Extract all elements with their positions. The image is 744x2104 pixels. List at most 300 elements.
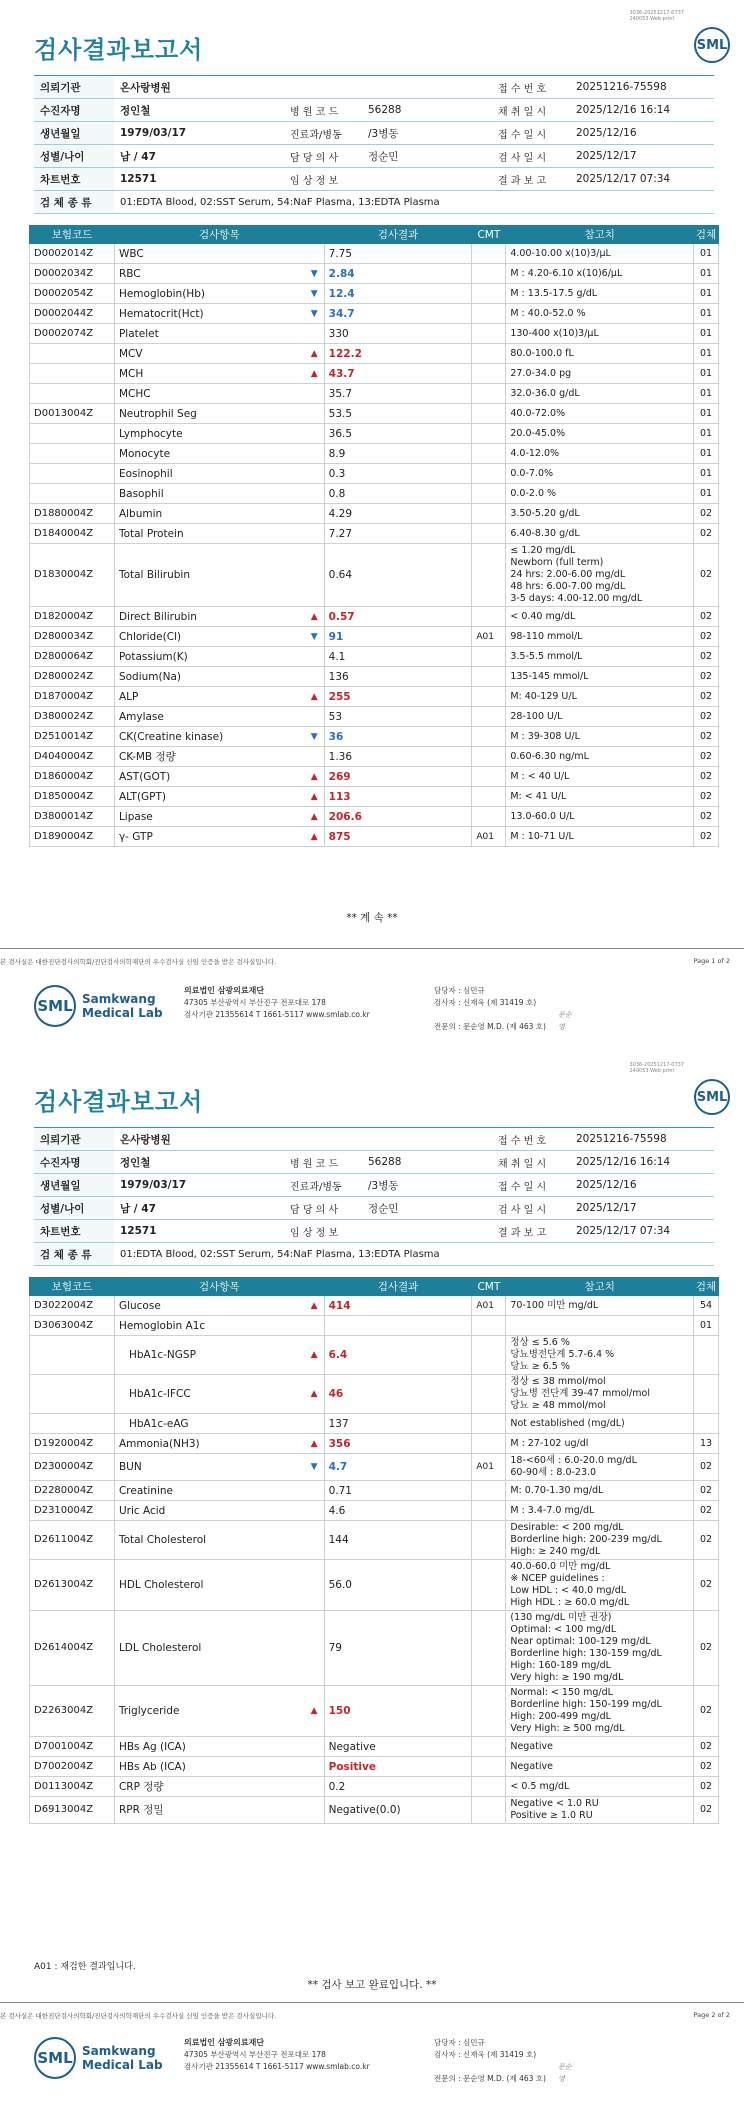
patient-value: 정인철 xyxy=(114,99,284,122)
test-item-cell xyxy=(114,424,324,444)
a01-note: A01 : 재검한 결과입니다. xyxy=(34,1962,136,1972)
test-item-cell xyxy=(114,544,324,607)
reference-line: 13.0-60.0 U/L xyxy=(510,810,575,822)
exam-date-value: 2025/12/17 xyxy=(570,145,714,168)
table-row xyxy=(30,747,719,767)
reference-line: M : 4.20-6.10 x(10)6/μL xyxy=(510,267,623,279)
sml-logo-icon: SML xyxy=(694,27,730,63)
reference-range xyxy=(506,324,694,344)
test-item-name: Direct Bilirubin xyxy=(118,610,197,623)
reference-range xyxy=(506,687,694,707)
page-title: 검사결과보고서 xyxy=(34,36,204,64)
insurance-code: D0002044Z xyxy=(30,304,115,324)
test-result: 2.84 xyxy=(324,264,472,284)
high-flag-icon: ▲ xyxy=(310,791,318,802)
test-result: 0.57 xyxy=(324,607,472,627)
test-item-cell xyxy=(114,484,324,504)
table-row xyxy=(30,524,719,544)
test-item-cell xyxy=(114,1454,324,1481)
column-header: 검체 xyxy=(693,226,718,244)
patient-info-table xyxy=(34,1127,714,1266)
test-result: 4.29 xyxy=(324,504,472,524)
test-item-cell xyxy=(114,1797,324,1824)
high-flag-icon: ▲ xyxy=(310,348,318,359)
reference-line: 80.0-100.0 fL xyxy=(510,347,574,359)
specimen-code: 01 xyxy=(693,244,718,264)
reference-range xyxy=(506,767,694,787)
test-item-name: LDL Cholesterol xyxy=(118,1642,202,1654)
comment-code: A01 xyxy=(472,827,506,847)
test-item-name: Amylase xyxy=(118,710,164,723)
chart-label: 차트번호 xyxy=(34,1220,114,1243)
comment-code xyxy=(472,1501,506,1521)
test-item-name: AST(GOT) xyxy=(118,770,171,783)
specimen-code: 01 xyxy=(693,344,718,364)
insurance-code: D0002074Z xyxy=(30,324,115,344)
low-flag-icon: ▼ xyxy=(310,308,318,319)
insurance-code xyxy=(30,444,115,464)
reference-line: 20.0-45.0% xyxy=(510,427,566,439)
table-row xyxy=(30,324,719,344)
comment-code xyxy=(472,284,506,304)
specimen-code: 02 xyxy=(693,747,718,767)
reference-range xyxy=(506,1296,694,1316)
insurance-code: D0013004Z xyxy=(30,404,115,424)
report-value: 2025/12/17 07:34 xyxy=(570,168,714,191)
org-label: 의뢰기관 xyxy=(34,1128,114,1151)
test-item-cell xyxy=(114,1611,324,1686)
comment-code xyxy=(472,1481,506,1501)
comment-code xyxy=(472,1434,506,1454)
test-item-name: CK(Creatine kinase) xyxy=(118,730,224,743)
low-flag-icon: ▼ xyxy=(310,731,318,742)
table-row xyxy=(30,1296,719,1316)
comment-code xyxy=(472,364,506,384)
reference-line: 4.00-10.00 x(10)3/μL xyxy=(510,247,611,259)
test-item-cell xyxy=(114,647,324,667)
reference-line: M : 39-308 U/L xyxy=(510,730,580,742)
footnote xyxy=(0,2002,744,2020)
receipt-no-label: 접 수 번 호 xyxy=(492,76,570,99)
test-result: 0.64 xyxy=(324,544,472,607)
comment-code xyxy=(472,544,506,607)
test-item-cell xyxy=(114,667,324,687)
specimen-code: 02 xyxy=(693,524,718,544)
reference-range xyxy=(506,284,694,304)
lab-staff xyxy=(434,985,578,1033)
collect-value: 2025/12/16 16:14 xyxy=(570,1151,714,1174)
insurance-code: D0002034Z xyxy=(30,264,115,284)
test-item-cell xyxy=(114,504,324,524)
reference-line: ≤ 1.20 mg/dL xyxy=(510,545,576,556)
table-row xyxy=(30,1777,719,1797)
continue-marker: ** 계 속 ** xyxy=(346,912,398,924)
patient-label: 수진자명 xyxy=(34,1151,114,1174)
test-result: 113 xyxy=(324,787,472,807)
comment-code: A01 xyxy=(472,1454,506,1481)
test-item-name: Glucose xyxy=(118,1299,161,1312)
results-table-page-1 xyxy=(29,225,719,847)
dept-value: /3병동 xyxy=(362,1174,492,1197)
comment-code: A01 xyxy=(472,627,506,647)
insurance-code xyxy=(30,364,115,384)
report-value: 2025/12/17 07:34 xyxy=(570,1220,714,1243)
table-row xyxy=(30,1686,719,1737)
reference-line: 6.40-8.30 g/dL xyxy=(510,527,580,539)
test-item-cell xyxy=(114,364,324,384)
reference-line: 48 hrs: 6.00-7.00 mg/dL xyxy=(510,581,626,592)
reference-line: M : 10-71 U/L xyxy=(510,830,574,842)
comment-code xyxy=(472,264,506,284)
test-result: 122.2 xyxy=(324,344,472,364)
table-row xyxy=(30,484,719,504)
lab-info xyxy=(184,985,370,1021)
reference-range xyxy=(506,1454,694,1481)
reference-line: High: ≥ 240 mg/dL xyxy=(510,1546,601,1557)
reference-range xyxy=(506,304,694,324)
specimen-code: 02 xyxy=(693,1686,718,1737)
comment-code xyxy=(472,1414,506,1434)
table-row xyxy=(30,1316,719,1336)
reference-line: 당뇨 ≥ 6.5 % xyxy=(510,1361,570,1372)
comment-code xyxy=(472,747,506,767)
lab-org-name: 의료법인 삼광의료재단 xyxy=(184,2038,265,2047)
high-flag-icon: ▲ xyxy=(310,811,318,822)
sex-age-value: 남 / 47 xyxy=(114,145,284,168)
test-item-cell xyxy=(114,324,324,344)
insurance-code: D3022004Z xyxy=(30,1296,115,1316)
table-row xyxy=(30,464,719,484)
test-result: 46 xyxy=(324,1375,472,1414)
test-result: 56.0 xyxy=(324,1560,472,1611)
column-header: CMT xyxy=(472,226,506,244)
test-item-name: Hemoglobin(Hb) xyxy=(118,287,205,300)
collect-label: 채 취 일 시 xyxy=(492,99,570,122)
insurance-code: D1830004Z xyxy=(30,544,115,607)
table-row xyxy=(30,727,719,747)
specimen-code: 01 xyxy=(693,1316,718,1336)
test-item-cell xyxy=(114,1336,324,1375)
reference-range xyxy=(506,707,694,727)
insurance-code: D6913004Z xyxy=(30,1797,115,1824)
receipt-date-label: 접 수 일 시 xyxy=(492,122,570,145)
test-item-cell xyxy=(114,1296,324,1316)
reference-range xyxy=(506,667,694,687)
comment-code xyxy=(472,244,506,264)
test-result: 0.8 xyxy=(324,484,472,504)
reference-line: M : 3.4-7.0 mg/dL xyxy=(510,1504,595,1516)
staff-tester: 검사자 : 신재욱 (제 31419 호) xyxy=(434,2050,537,2059)
patient-label: 수진자명 xyxy=(34,99,114,122)
comment-code xyxy=(472,344,506,364)
comment-code xyxy=(472,1611,506,1686)
specimen-code: 01 xyxy=(693,364,718,384)
print-stamp xyxy=(629,1062,684,1074)
column-header: 검사결과 xyxy=(324,226,472,244)
test-item-name: Platelet xyxy=(118,327,159,340)
test-item-name: Sodium(Na) xyxy=(118,670,181,683)
reference-line: 135-145 mmol/L xyxy=(510,670,589,682)
table-row xyxy=(30,827,719,847)
test-item-name: Total Protein xyxy=(118,527,184,540)
staff-tester: 검사자 : 신재욱 (제 31419 호) xyxy=(434,998,537,1007)
insurance-code: D2800064Z xyxy=(30,647,115,667)
reference-line: Borderline high: 150-199 mg/dL xyxy=(510,1699,662,1710)
receipt-date-label: 접 수 일 시 xyxy=(492,1174,570,1197)
insurance-code: D0002054Z xyxy=(30,284,115,304)
collect-value: 2025/12/16 16:14 xyxy=(570,99,714,122)
test-item-name: Lymphocyte xyxy=(118,427,183,440)
test-item-name: HBs Ab (ICA) xyxy=(118,1760,186,1773)
reference-line: Negative xyxy=(510,1760,553,1772)
print-stamp xyxy=(629,10,684,22)
reference-range xyxy=(506,464,694,484)
reference-range xyxy=(506,827,694,847)
table-row xyxy=(30,504,719,524)
reference-range xyxy=(506,1316,694,1336)
reference-range xyxy=(506,627,694,647)
collect-label: 채 취 일 시 xyxy=(492,1151,570,1174)
test-item-cell xyxy=(114,1737,324,1757)
insurance-code xyxy=(30,384,115,404)
comment-code xyxy=(472,524,506,544)
dept-label: 진료과/병동 xyxy=(284,122,362,145)
table-row xyxy=(30,264,719,284)
specimen-code: 01 xyxy=(693,324,718,344)
table-row xyxy=(30,1375,719,1414)
table-row xyxy=(30,1560,719,1611)
comment-code xyxy=(472,1757,506,1777)
reference-range xyxy=(506,1434,694,1454)
reference-line: Borderline high: 130-159 mg/dL xyxy=(510,1648,662,1659)
insurance-code: D1880004Z xyxy=(30,504,115,524)
reference-line: 40.0-60.0 미만 mg/dL xyxy=(510,1561,611,1572)
test-item-cell xyxy=(114,727,324,747)
test-item-cell xyxy=(114,1686,324,1737)
footnote xyxy=(0,948,744,966)
lab-staff xyxy=(434,2037,578,2085)
comment-code xyxy=(472,1521,506,1560)
specimen-code: 02 xyxy=(693,1454,718,1481)
test-item-name: CRP 정량 xyxy=(118,1780,164,1793)
specimen-code: 02 xyxy=(693,647,718,667)
table-row xyxy=(30,1521,719,1560)
reference-line: 32.0-36.0 g/dL xyxy=(510,387,580,399)
lab-logo xyxy=(34,2037,163,2079)
test-item-cell xyxy=(114,1375,324,1414)
test-item-name: Potassium(K) xyxy=(118,650,188,663)
reference-range xyxy=(506,244,694,264)
reference-range xyxy=(506,1375,694,1414)
reference-range xyxy=(506,787,694,807)
insurance-code: D1850004Z xyxy=(30,787,115,807)
test-result: 330 xyxy=(324,324,472,344)
table-row xyxy=(30,1481,719,1501)
specimen-code: 01 xyxy=(693,484,718,504)
insurance-code: D3063004Z xyxy=(30,1316,115,1336)
receipt-no-label: 접 수 번 호 xyxy=(492,1128,570,1151)
table-row xyxy=(30,344,719,364)
reference-line: < 0.5 mg/dL xyxy=(510,1780,570,1792)
table-row xyxy=(30,424,719,444)
test-item-name: Neutrophil Seg xyxy=(118,407,197,420)
test-result: 4.7 xyxy=(324,1454,472,1481)
table-row xyxy=(30,1434,719,1454)
column-header: 보험코드 xyxy=(30,226,115,244)
test-result: Negative(0.0) xyxy=(324,1797,472,1824)
test-item-name: RBC xyxy=(118,267,141,280)
comment-code xyxy=(472,807,506,827)
reference-line: (130 mg/dL 미만 권장) xyxy=(510,1612,612,1623)
reference-range xyxy=(506,1777,694,1797)
table-row xyxy=(30,1757,719,1777)
reference-line: 정상 ≤ 38 mmol/mol xyxy=(510,1376,606,1387)
table-row xyxy=(30,444,719,464)
test-result: 150 xyxy=(324,1686,472,1737)
reference-range xyxy=(506,1737,694,1757)
reference-line: 당뇨병전단계 5.7-6.4 % xyxy=(510,1349,615,1360)
hospital-code-label: 병 원 코 드 xyxy=(284,1151,362,1174)
test-item-cell xyxy=(114,1414,324,1434)
specimen-code: 01 xyxy=(693,424,718,444)
clinical-label: 임 상 정 보 xyxy=(284,168,362,191)
reference-line: M : 40.0-52.0 % xyxy=(510,307,586,319)
reference-line: M: 0.70-1.30 mg/dL xyxy=(510,1484,604,1496)
test-item-name: Ammonia(NH3) xyxy=(118,1437,200,1450)
org-label: 의뢰기관 xyxy=(34,76,114,99)
insurance-code: D4040004Z xyxy=(30,747,115,767)
high-flag-icon: ▲ xyxy=(310,368,318,379)
test-item-name: BUN xyxy=(118,1461,142,1473)
column-header: 참고치 xyxy=(506,226,694,244)
reference-line: M : 27-102 ug/dl xyxy=(510,1437,589,1449)
brand-line-2: Medical Lab xyxy=(82,2058,163,2072)
staff-manager: 담당자 : 심민규 xyxy=(434,2038,485,2047)
lab-footer xyxy=(34,2037,714,2097)
high-flag-icon: ▲ xyxy=(310,1389,318,1399)
comment-code xyxy=(472,424,506,444)
reference-line: Near optimal: 100-129 mg/dL xyxy=(510,1636,651,1647)
table-row xyxy=(30,1737,719,1757)
insurance-code: D2510014Z xyxy=(30,727,115,747)
brand-line-1: Samkwang xyxy=(82,2044,156,2058)
dept-label: 진료과/병동 xyxy=(284,1174,362,1197)
insurance-code: D7002004Z xyxy=(30,1757,115,1777)
specimen-label: 검 체 종 류 xyxy=(34,191,114,214)
reference-line: Positive ≥ 1.0 RU xyxy=(510,1810,593,1821)
test-result: 269 xyxy=(324,767,472,787)
specimen-code: 13 xyxy=(693,1434,718,1454)
specimen-code: 01 xyxy=(693,404,718,424)
reference-line: 40.0-72.0% xyxy=(510,407,566,419)
reference-line: M: < 41 U/L xyxy=(510,790,567,802)
insurance-code: D2310004Z xyxy=(30,1501,115,1521)
column-header: 검사항목 xyxy=(114,1278,324,1296)
comment-code xyxy=(472,1316,506,1336)
column-header: 검체 xyxy=(693,1278,718,1296)
reference-line: 정상 ≤ 5.6 % xyxy=(510,1337,570,1348)
reference-line: < 0.40 mg/dL xyxy=(510,610,576,622)
reference-line: Optimal: < 100 mg/dL xyxy=(510,1624,617,1635)
reference-range xyxy=(506,1501,694,1521)
stamp-line-2: 240053 Web print xyxy=(629,16,675,22)
comment-code xyxy=(472,304,506,324)
specimen-code: 01 xyxy=(693,464,718,484)
reference-line: 3.5-5.5 mmol/L xyxy=(510,650,583,662)
insurance-code: D2613004Z xyxy=(30,1560,115,1611)
table-row xyxy=(30,1454,719,1481)
test-result: 6.4 xyxy=(324,1336,472,1375)
specimen-code: 02 xyxy=(693,727,718,747)
dob-label: 생년월일 xyxy=(34,1174,114,1197)
comment-code xyxy=(472,1797,506,1824)
low-flag-icon: ▼ xyxy=(310,288,318,299)
insurance-code: D2263004Z xyxy=(30,1686,115,1737)
test-result: 53 xyxy=(324,707,472,727)
reference-line: 24 hrs: 2.00-6.00 mg/dL xyxy=(510,569,626,580)
table-row xyxy=(30,787,719,807)
high-flag-icon: ▲ xyxy=(310,771,318,782)
receipt-no-value: 20251216-75598 xyxy=(570,1128,714,1151)
reference-line: Very high: ≥ 190 mg/dL xyxy=(510,1672,624,1683)
test-item-name: Basophil xyxy=(118,487,164,500)
reference-range xyxy=(506,264,694,284)
org-value: 온사랑병원 xyxy=(114,1128,284,1151)
specimen-code: 02 xyxy=(693,1501,718,1521)
insurance-code: D2280004Z xyxy=(30,1481,115,1501)
table-row xyxy=(30,1501,719,1521)
comment-code xyxy=(472,707,506,727)
column-header: 참고치 xyxy=(506,1278,694,1296)
test-item-name: Hemoglobin A1c xyxy=(118,1319,206,1332)
table-row xyxy=(30,284,719,304)
chart-label: 차트번호 xyxy=(34,168,114,191)
insurance-code: D1870004Z xyxy=(30,687,115,707)
test-item-name: Chloride(Cl) xyxy=(118,630,182,643)
table-row xyxy=(30,244,719,264)
sml-logo-icon: SML xyxy=(34,2037,76,2079)
specimen-code: 02 xyxy=(693,827,718,847)
low-flag-icon: ▼ xyxy=(310,1462,318,1472)
test-item-name: HBs Ag (ICA) xyxy=(118,1740,186,1753)
test-result: 136 xyxy=(324,667,472,687)
column-header: 보험코드 xyxy=(30,1278,115,1296)
comment-code xyxy=(472,1686,506,1737)
receipt-date-value: 2025/12/16 xyxy=(570,1174,714,1197)
specimen-code: 02 xyxy=(693,1797,718,1824)
insurance-code xyxy=(30,464,115,484)
test-item-cell xyxy=(114,404,324,424)
test-result: 1.36 xyxy=(324,747,472,767)
high-flag-icon: ▲ xyxy=(310,1438,318,1449)
test-result: 35.7 xyxy=(324,384,472,404)
test-result: 53.5 xyxy=(324,404,472,424)
test-item-name: HbA1c-IFCC xyxy=(128,1388,191,1400)
doctor-label: 담 당 의 사 xyxy=(284,145,362,168)
patient-info-table xyxy=(34,75,714,214)
reference-range xyxy=(506,344,694,364)
specimen-value: 01:EDTA Blood, 02:SST Serum, 54:NaF Plasma, 13:EDTA Plasma xyxy=(114,191,714,214)
specimen-code xyxy=(693,1336,718,1375)
specimen-code: 02 xyxy=(693,1611,718,1686)
insurance-code xyxy=(30,1375,115,1414)
test-item-cell xyxy=(114,384,324,404)
dept-value: /3병동 xyxy=(362,122,492,145)
table-row xyxy=(30,807,719,827)
test-item-name: CK-MB 정량 xyxy=(118,750,176,763)
test-item-name: MCHC xyxy=(118,387,151,400)
comment-code xyxy=(472,607,506,627)
